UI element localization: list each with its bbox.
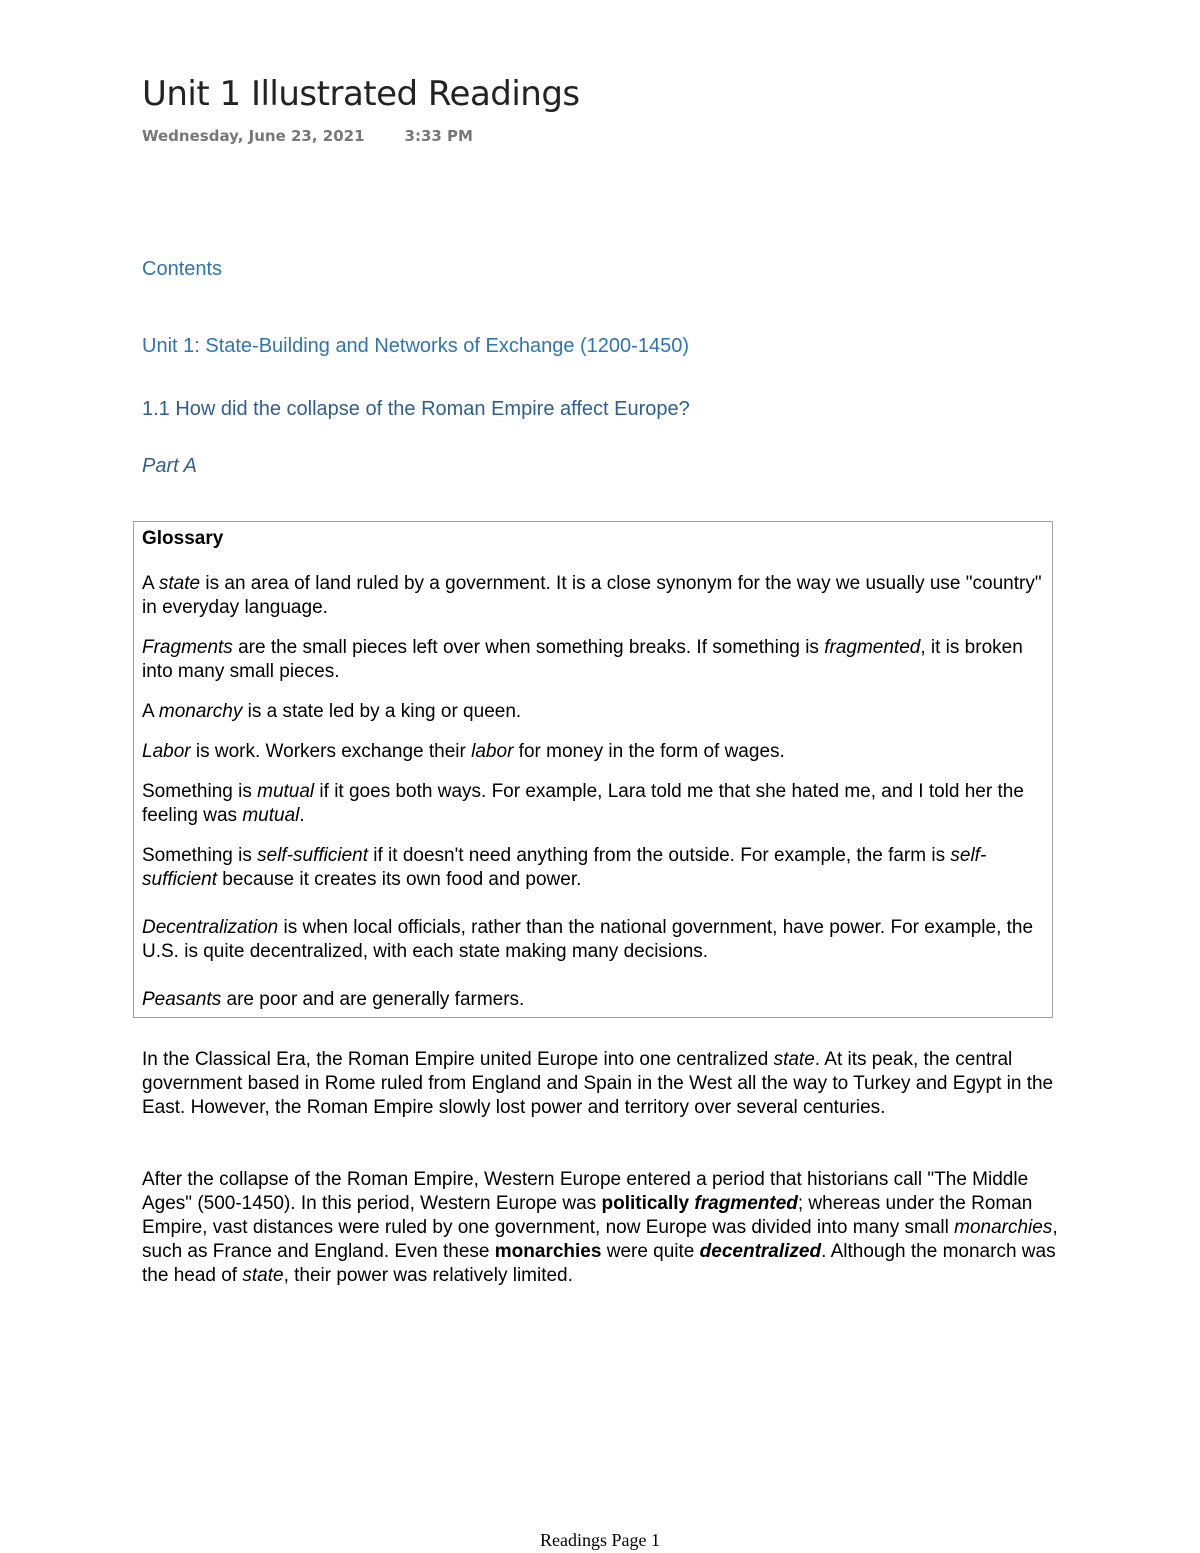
- glossary-entry-mutual: Something is mutual if it goes both ways. For example, Lara told me that she hated me, and I told her the feeling was mutual.: [142, 781, 1024, 826]
- contents-heading: Contents: [142, 258, 223, 280]
- page-footer: Readings Page 1: [540, 1530, 660, 1550]
- glossary-title: Glossary: [142, 528, 224, 549]
- glossary-box: [133, 521, 1053, 1018]
- glossary-term: Labor: [142, 741, 191, 762]
- page-title: Unit 1 Illustrated Readings: [142, 74, 580, 114]
- glossary-entry-monarchy: A monarchy is a state led by a king or queen.: [142, 701, 522, 722]
- glossary-term: Peasants: [142, 989, 222, 1010]
- part-heading: Part A: [142, 455, 197, 477]
- body-paragraph-middle-ages: After the collapse of the Roman Empire, Western Europe entered a period that historians call "The Middle Ages" (500-1450). In this period, Western Europe was politically fragmented; whereas under the Roman Empire, vast distances were ruled by one government, now Europe was divided into many small monarchies, such as France and England. Even these monarchies were quite decentralized. Although the monarch was the head of state, their power was relatively limited.: [142, 1169, 1058, 1286]
- glossary-term: self-sufficient: [257, 845, 368, 866]
- page-timestamp: [142, 127, 473, 145]
- glossary-term: Decentralization: [142, 917, 279, 938]
- lesson-heading: 1.1 How did the collapse of the Roman Empire affect Europe?: [142, 398, 690, 420]
- glossary-entry-decentralization: Decentralization is when local officials, rather than the national government, have power. For example, the U.S. is quite decentralized, with each state making many decisions.: [142, 917, 1034, 962]
- glossary-entry-labor: Labor is work. Workers exchange their labor for money in the form of wages.: [142, 741, 785, 762]
- glossary-entry-peasants: Peasants are poor and are generally farmers.: [142, 989, 525, 1010]
- page-date: Wednesday, June 23, 2021: [142, 127, 365, 145]
- page-time: 3:33 PM: [404, 127, 473, 145]
- glossary-entry-self-sufficient: Something is self-sufficient if it doesn't need anything from the outside. For example, the farm is self-sufficient because it creates its own food and power.: [142, 845, 987, 890]
- body-paragraph-classical-era: In the Classical Era, the Roman Empire united Europe into one centralized state. At its peak, the central government based in Rome ruled from England and Spain in the West all the way to Turkey and Egypt in the East. However, the Roman Empire slowly lost power and territory over several centuries.: [142, 1049, 1054, 1118]
- glossary-entry-fragments: Fragments are the small pieces left over when something breaks. If something is fragmented, it is broken into many small pieces.: [142, 637, 1023, 682]
- glossary-term: Fragments: [142, 637, 233, 658]
- glossary-term: monarchy: [158, 701, 243, 722]
- glossary-term: state: [158, 573, 201, 594]
- glossary-entry-state: A state is an area of land ruled by a government. It is a close synonym for the way we usually use "country" in everyday language.: [142, 573, 1042, 618]
- glossary-term: mutual: [257, 781, 315, 802]
- unit-heading: Unit 1: State-Building and Networks of Exchange (1200-1450): [142, 335, 689, 357]
